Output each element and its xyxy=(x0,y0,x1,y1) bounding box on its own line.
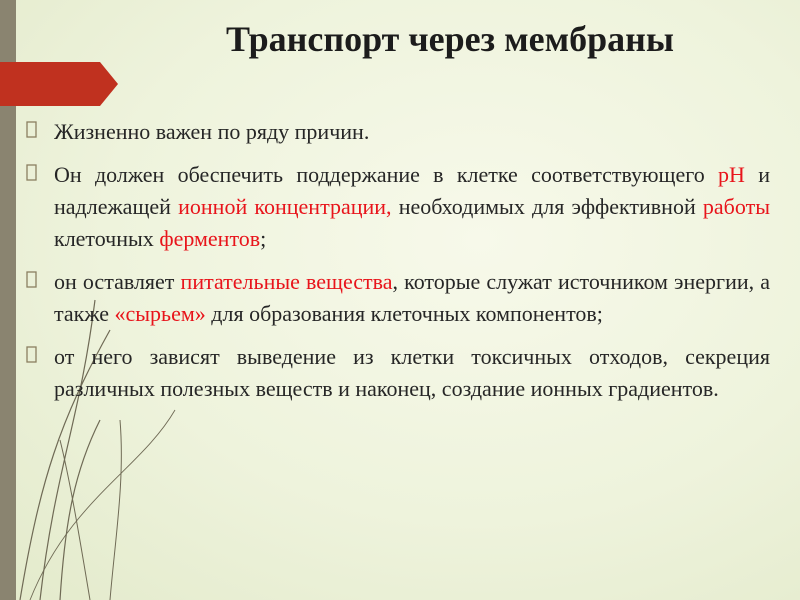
bullet-text xyxy=(54,269,770,326)
bullet-text xyxy=(54,162,770,251)
text-segment: Жизненно важен по ряду причин. xyxy=(54,119,370,144)
text-segment: , которые служат источником энергии, а также xyxy=(54,269,770,326)
arrow-bullet-icon xyxy=(26,120,38,140)
bullet-text xyxy=(54,119,369,144)
text-segment: ; xyxy=(260,226,267,251)
bullet-text xyxy=(54,344,770,401)
text-segment: и надлежащей xyxy=(54,162,770,219)
highlighted-term: питательные вещества xyxy=(180,269,393,294)
bullet-item xyxy=(26,341,770,405)
arrow-bullet-icon xyxy=(26,345,38,365)
highlighted-term: работы xyxy=(702,194,770,219)
highlighted-term: ферментов xyxy=(159,226,261,251)
text-segment: он оставляет xyxy=(54,269,181,294)
slide-content xyxy=(26,116,770,416)
arrow-bullet-icon xyxy=(26,270,38,290)
text-segment: для образования клеточных компонентов; xyxy=(205,301,603,326)
slide-title: Транспорт через мембраны xyxy=(226,19,674,59)
text-segment: необходимых для эффективной xyxy=(391,194,703,219)
text-segment: Он должен обеспечить поддержание в клетке соответствующего xyxy=(54,162,719,187)
arrow-bullet-icon xyxy=(26,163,38,183)
highlighted-term: ионной концентрации, xyxy=(178,194,392,219)
bullet-item xyxy=(26,266,770,330)
bullet-item xyxy=(26,159,770,255)
highlighted-term: рН xyxy=(718,162,745,187)
text-segment: от него зависят выведение из клетки токсичных отходов, секреция различных полезных веществ и наконец, создание ионных градиентов. xyxy=(54,344,770,401)
bullet-item xyxy=(26,116,770,148)
highlighted-term: «сырьем» xyxy=(114,301,206,326)
title-accent-tab xyxy=(0,62,118,106)
text-segment: клеточных xyxy=(54,226,160,251)
